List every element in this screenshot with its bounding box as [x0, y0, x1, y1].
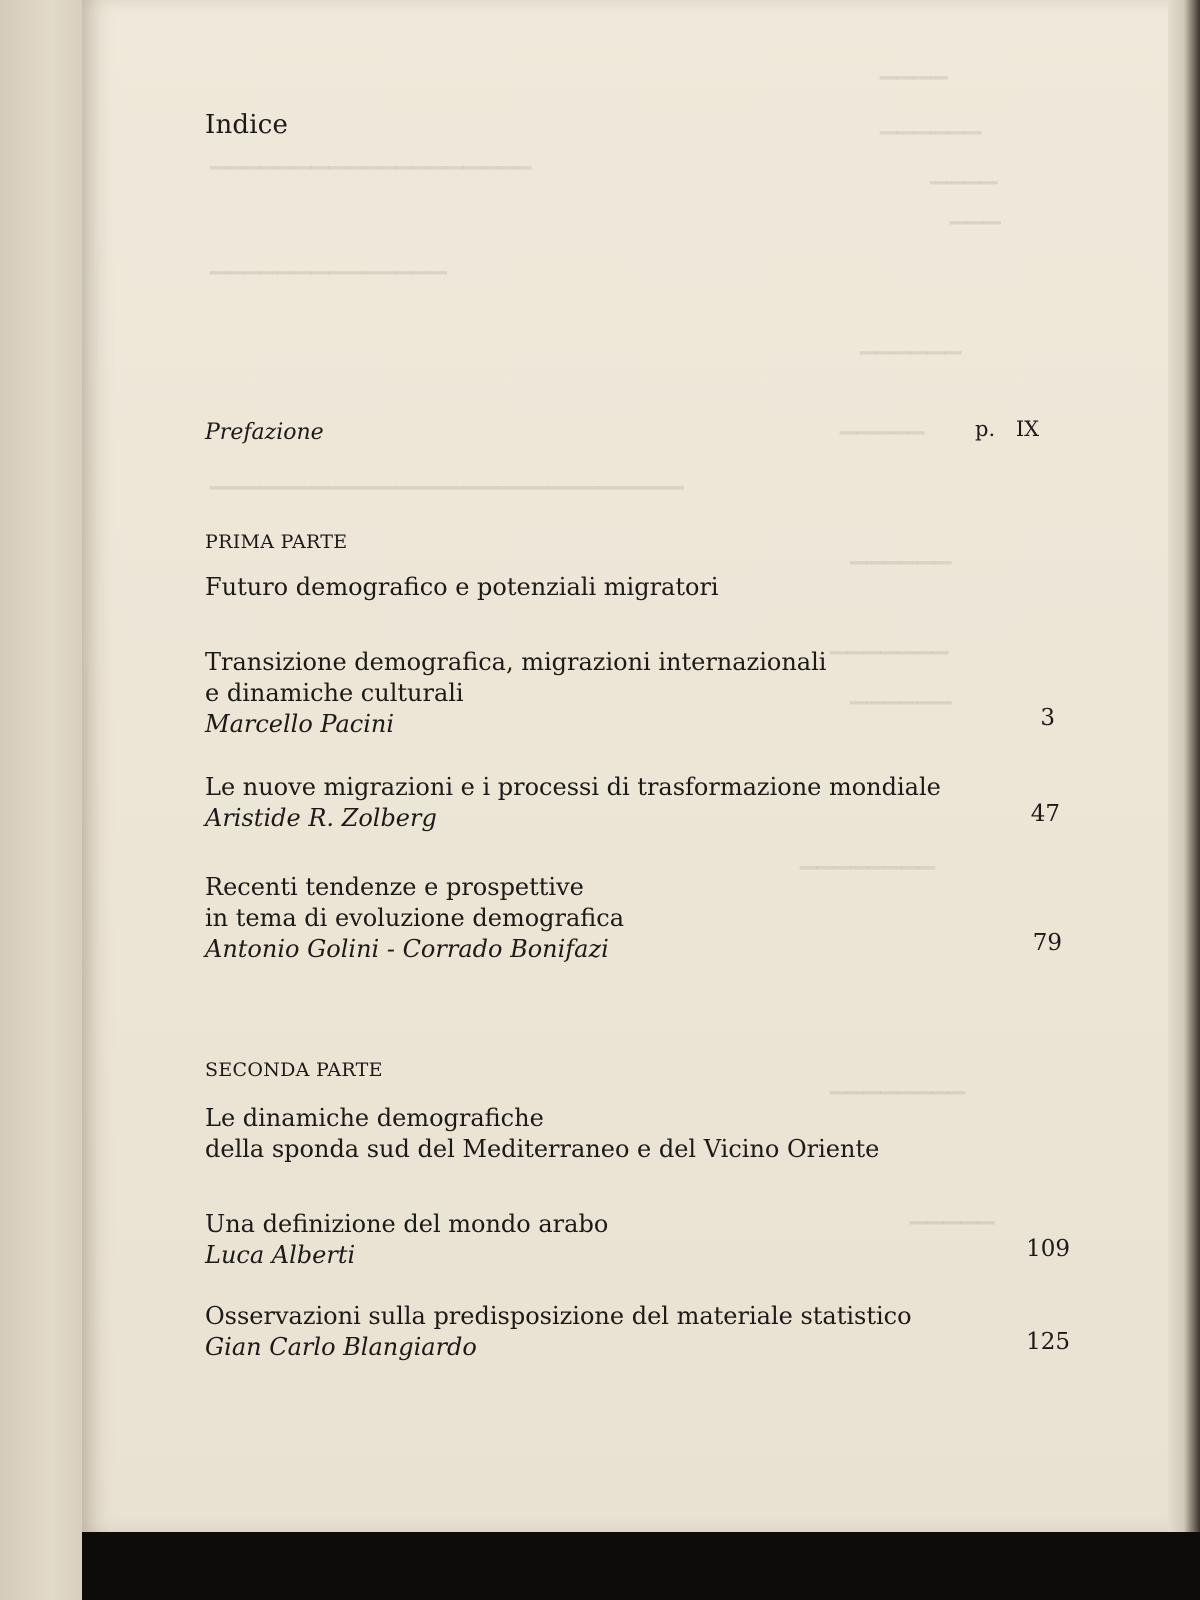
part-title-line: della sponda sud del Mediterraneo e del Vicino Oriente: [205, 1135, 880, 1163]
entry-author: Gian Carlo Blangiardo: [205, 1333, 477, 1361]
entry-title-line: Una definizione del mondo arabo: [205, 1210, 609, 1238]
part-title-line: Futuro demografico e potenziali migratori: [205, 573, 719, 601]
entry-page-number: 3: [1040, 705, 1055, 731]
entry-author: Aristide R. Zolberg: [205, 804, 437, 832]
entry-title-line: Le nuove migrazioni e i processi di trasformazione mondiale: [205, 773, 941, 801]
part-label-first: PRIMA PARTE: [205, 531, 348, 553]
entry-author: Luca Alberti: [205, 1241, 356, 1269]
part-label-second: SECONDA PARTE: [205, 1059, 383, 1081]
entry-page-number: 47: [1030, 801, 1060, 827]
part-title-line: Le dinamiche demografiche: [205, 1104, 544, 1132]
entry-title-line: e dinamiche culturali: [205, 679, 464, 707]
toc-entry: [205, 772, 1065, 834]
entry-author: Marcello Pacini: [205, 710, 395, 738]
toc-entry: [205, 1209, 1065, 1271]
entry-page-number: 125: [1026, 1329, 1070, 1355]
preface-label: Prefazione: [205, 420, 324, 445]
entry-page-number: 79: [1032, 930, 1062, 956]
page-prefix: p.: [975, 417, 996, 441]
entry-author: Antonio Golini - Corrado Bonifazi: [205, 935, 609, 963]
photo-scene: ▁▁▁▁ ▁▁▁▁▁▁ ▁▁▁▁ ▁▁▁ ▁▁▁▁▁▁▁▁▁▁▁▁▁▁▁▁▁▁▁ ▁▁▁▁▁▁▁▁▁▁▁▁▁▁ ▁▁▁▁▁▁ ▁▁▁▁▁ ▁▁▁▁▁▁▁▁▁▁▁▁▁▁▁▁▁▁▁▁▁▁▁▁▁▁▁▁ ▁▁▁▁▁▁ ▁▁▁▁▁▁▁ ▁▁▁▁▁▁ ▁▁▁▁▁▁▁▁ ▁▁▁▁▁▁▁▁ ▁▁▁▁▁ Indice Prefazione p. IX PRIMA PARTE Futuro demografico e potenziali migratori Transizione demografica, migrazioni internazionali e dinamiche culturali Marcello Pacini 3 Le nuove migrazioni e i processi di trasformazione mondiale Aristide R. Zolberg 47 Recenti tendenze e prospettive in tema di evoluzione demografica Antonio Golini - Corrado Bonifazi 79 SECONDA PARTE Le dinamiche demografiche della sponda sud del Mediterraneo e del Vicino Oriente Una definizione del mondo arabo Luca Alberti 109 Osservazioni sulla predisposizione del materiale statistico Gian Carlo Blangiardo 125: [0, 0, 1200, 1600]
toc-entry: [205, 1301, 1065, 1363]
toc-entry: [205, 872, 1065, 965]
toc-entry: [205, 647, 1065, 740]
preface-page: IX: [1015, 417, 1040, 441]
entry-title-line: Recenti tendenze e prospettive: [205, 873, 584, 901]
entry-title-line: Transizione demografica, migrazioni internazionali: [205, 648, 827, 676]
entry-title-line: Osservazioni sulla predisposizione del materiale statistico: [205, 1302, 912, 1330]
part-title-second: [205, 1103, 879, 1165]
preface-page-number: [975, 417, 1039, 441]
page-title: Indice: [205, 110, 289, 140]
entry-page-number: 109: [1026, 1236, 1070, 1262]
entry-title-line: in tema di evoluzione demografica: [205, 904, 625, 932]
part-title-first: [205, 572, 719, 603]
